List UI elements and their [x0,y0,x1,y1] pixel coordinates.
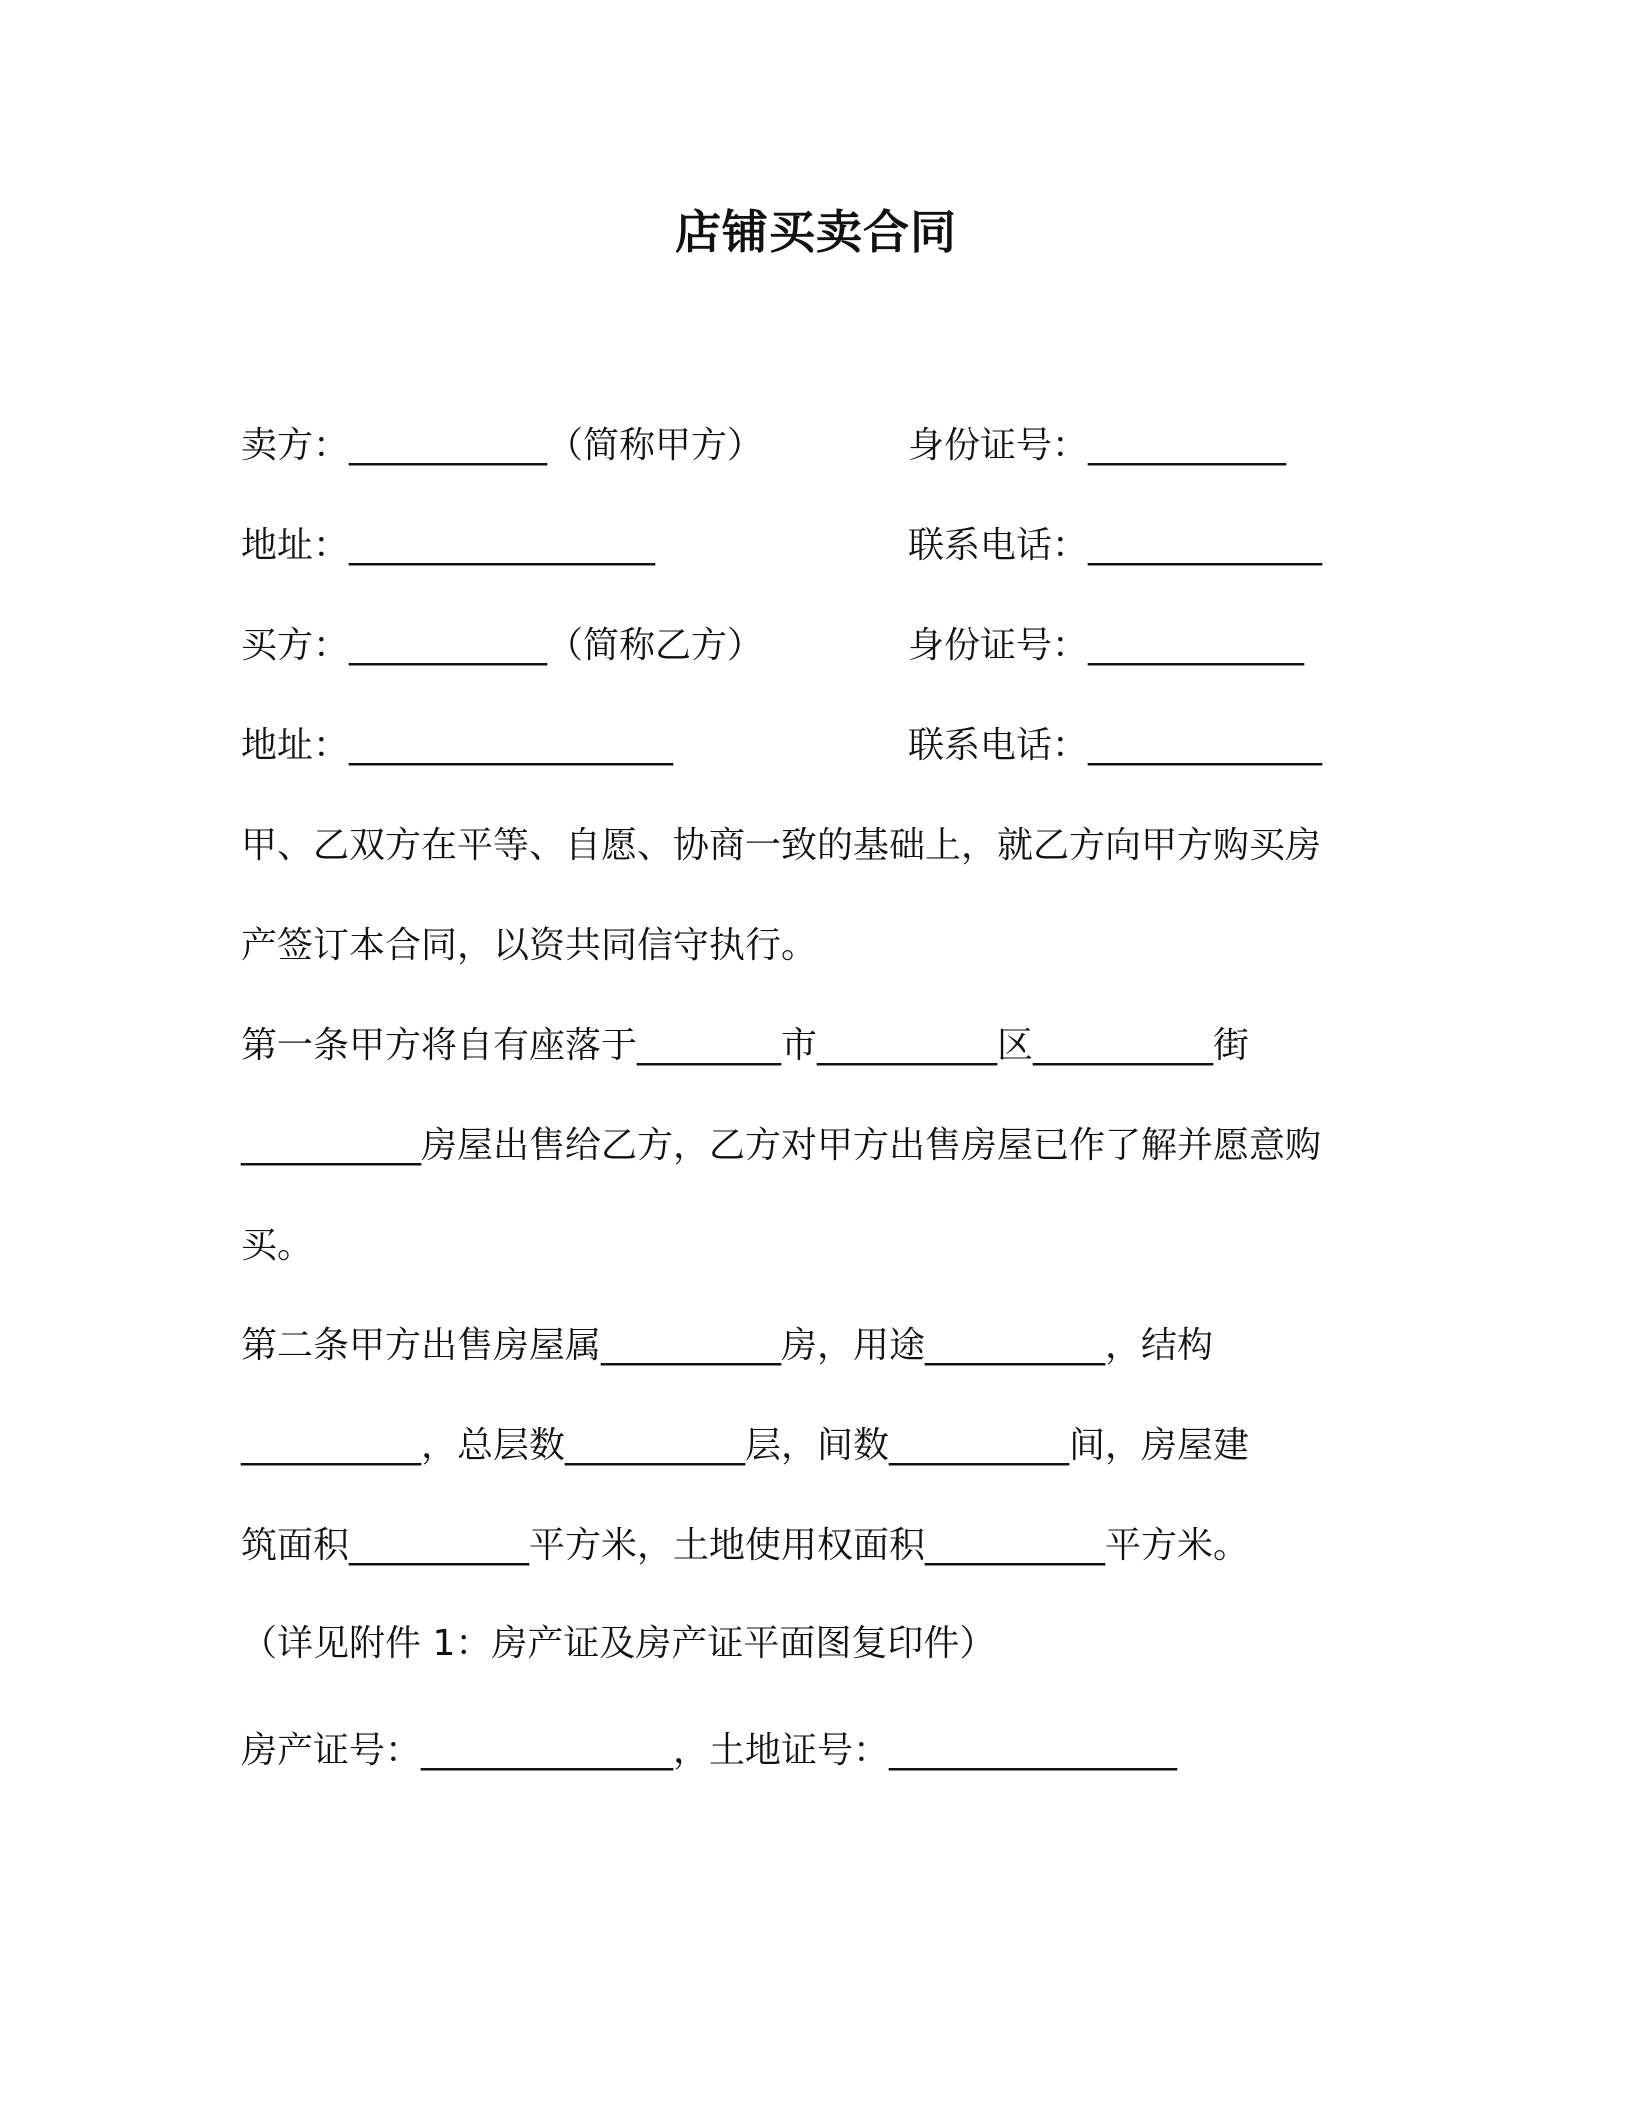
buyer-line: 买方：___________（简称乙方） [241,625,764,666]
seller-address-line: 地址：_________________ [241,525,656,566]
article-1-line-3: 买。 [241,1225,314,1266]
article-1-line-2: __________房屋出售给乙方，乙方对甲方出售房屋已作了解并愿意购 [241,1125,1322,1166]
article-2-line-1: 第二条甲方出售房屋属__________房，用途__________，结构 [241,1325,1214,1366]
buyer-address-line: 地址：__________________ [241,725,674,766]
document-title: 店铺买卖合同 [675,205,957,259]
preamble-line-1: 甲、乙双方在平等、自愿、协商一致的基础上，就乙方向甲方购买房 [241,825,1322,866]
seller-line: 卖方：___________（简称甲方） [241,425,764,466]
certificate-numbers-line: 房产证号：______________，土地证号：________________ [241,1730,1178,1771]
attachment-note: （详见附件 1：房产证及房产证平面图复印件） [241,1623,996,1664]
buyer-phone-line: 联系电话：_____________ [908,725,1323,766]
article-2-line-2: __________，总层数__________层，间数__________间，房屋建 [241,1425,1250,1466]
seller-id-line: 身份证号：___________ [908,425,1287,466]
preamble-line-2: 产签订本合同，以资共同信守执行。 [241,925,818,966]
buyer-id-line: 身份证号：____________ [908,625,1305,666]
article-2-line-3: 筑面积__________平方米，土地使用权面积__________平方米。 [241,1525,1250,1566]
article-1-line-1: 第一条甲方将自有座落于________市__________区__________街 [241,1025,1250,1066]
seller-phone-line: 联系电话：_____________ [908,525,1323,566]
